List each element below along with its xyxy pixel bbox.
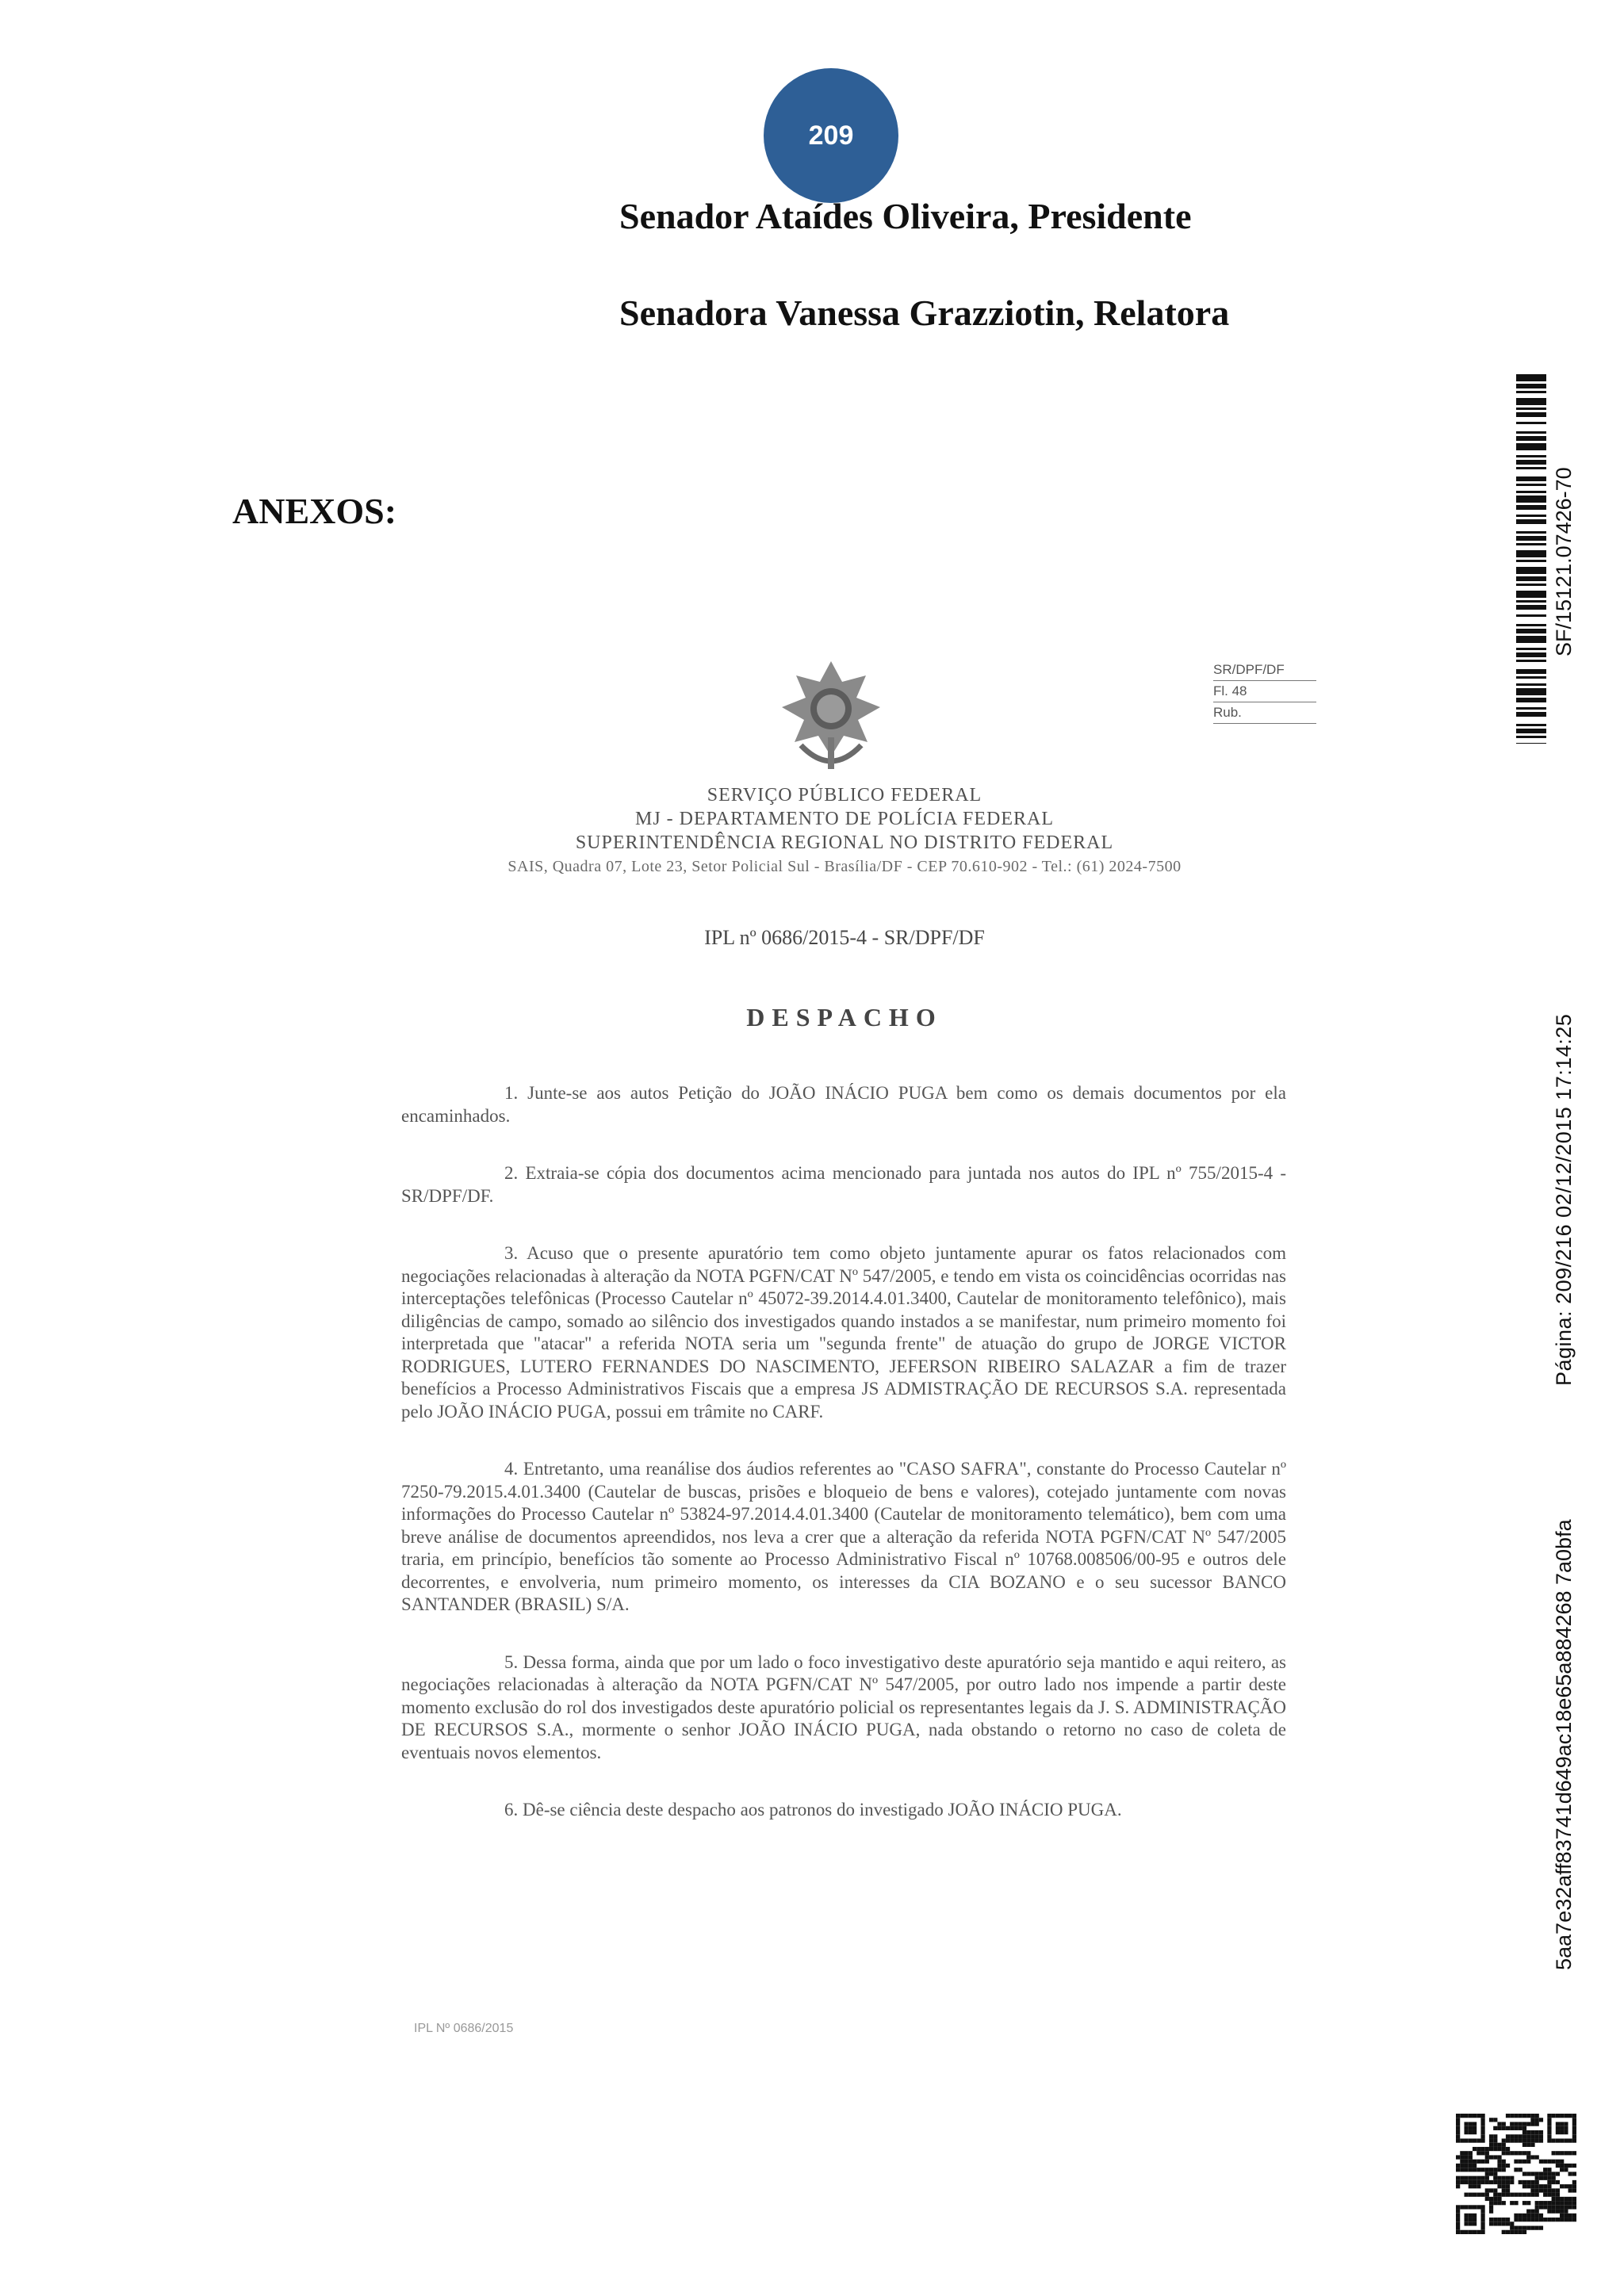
- stamp-unit: SR/DPF/DF: [1213, 660, 1316, 681]
- letterhead-line-3: SUPERINTENDÊNCIA REGIONAL NO DISTRITO FEDERAL: [575, 832, 1114, 853]
- stamp-folio: Fl. 48: [1213, 681, 1316, 702]
- letterhead: [381, 783, 1308, 878]
- document-hash: 5aa7e32aff83741d649ac18e65a884268 7a0bfa: [1552, 1519, 1576, 1970]
- letterhead-line-1: SERVIÇO PÚBLICO FEDERAL: [707, 785, 982, 806]
- protocol-stamp: [1213, 660, 1316, 724]
- paragraph-2: 2. Extraia-se cópia dos documentos acima mencionado para juntada nos autos do IPL nº 755/2015-4 - SR/DPF/DF.: [401, 1163, 1286, 1206]
- paragraph-4: 4. Entretanto, uma reanálise dos áudios referentes ao "CASO SAFRA", constante do Processo Cautelar nº 7250-79.2015.4.01.3400 (Cautelar de buscas, prisões e bloqueio de bens e valores), cotejado juntamente com novas informações do Processo Cautelar nº 53824-97.2014.4.01.3400 (Cautelar de monitoramento telemático), bem com uma breve análise de documentos apreendidos, nos leva a crer que a alteração da referida NOTA PGFN/CAT Nº 547/2005 traria, em princípio, benefícios tão somente ao Processo Administrativo Fiscal nº 10768.008506/00-95 e outros dele decorrentes, e envolveria, num primeiro momento, os interesses da CIA BOZANO e o seu sucessor BANCO SANTANDER (BRASIL) S/A.: [401, 1459, 1286, 1614]
- page-number-badge: 209: [764, 68, 898, 203]
- brazil-coat-of-arms-icon: [777, 658, 885, 777]
- letterhead-address: SAIS, Quadra 07, Lote 23, Setor Policial Sul - Brasília/DF - CEP 70.610-902 - Tel.: (61) 2024-7500: [508, 858, 1182, 875]
- document-body: [401, 1082, 1286, 1857]
- letterhead-line-2: MJ - DEPARTAMENTO DE POLÍCIA FEDERAL: [635, 809, 1054, 829]
- annexes-heading: ANEXOS:: [232, 491, 397, 531]
- footer-reference: IPL Nº 0686/2015: [414, 2022, 514, 2035]
- inquiry-number: IPL nº 0686/2015-4 - SR/DPF/DF: [704, 926, 985, 949]
- signature-rapporteur: Senadora Vanessa Grazziotin, Relatora: [619, 293, 1230, 333]
- paragraph-1: 1. Junte-se aos autos Petição do JOÃO INÁCIO PUGA bem como os demais documentos por ela encaminhados.: [401, 1083, 1286, 1126]
- page-info: Página: 209/216 02/12/2015 17:14:25: [1552, 1013, 1576, 1386]
- paragraph-6: 6. Dê-se ciência deste despacho aos patronos do investigado JOÃO INÁCIO PUGA.: [504, 1800, 1122, 1820]
- document-title: DESPACHO: [746, 1003, 943, 1031]
- barcode: [1516, 374, 1546, 744]
- paragraph-3: 3. Acuso que o presente apuratório tem como objeto juntamente apurar os fatos relacionados com negociações relacionadas à alteração da NOTA PGFN/CAT Nº 547/2005, e tendo em vista os coincidências ocorridas nas interceptações telefônicas (Processo Cautelar nº 45072-39.2014.4.01.3400, Cautelar de monitoramento telefônico), mais diligências de campo, somado ao silêncio dos investigados quando instados a se manifestar, num primeiro momento foi interpretada que "atacar" a referida NOTA seria um "segunda frente" de atuação do grupo de JORGE VICTOR RODRIGUES, LUTERO FERNANDES DO NASCIMENTO, JEFERSON RIBEIRO SALAZAR a fim de trazer benefícios a Processo Administrativos Fiscais que a empresa JS ADMISTRAÇÃO DE RECURSOS S.A. representada pelo JOÃO INÁCIO PUGA, possui em trâmite no CARF.: [401, 1243, 1286, 1422]
- qr-code: [1456, 2114, 1576, 2234]
- paragraph-5: 5. Dessa forma, ainda que por um lado o foco investigativo deste apuratório seja mantido e aqui reitero, as negociações relacionadas à alteração da NOTA PGFN/CAT Nº 547/2005, por outro lado nos impende a partir deste momento exclusão do rol dos investigados deste apuratório policial os representantes legais da J. S. ADMINISTRAÇÃO DE RECURSOS S.A., mormente o senhor JOÃO INÁCIO PUGA, nada obstando o retorno no caso de coleta de eventuais novos elementos.: [401, 1651, 1286, 1762]
- stamp-initials: Rub.: [1213, 702, 1316, 724]
- scanned-document: [381, 650, 1308, 2061]
- document-id: SF/15121.07426-70: [1552, 467, 1576, 656]
- signature-president: Senador Ataídes Oliveira, Presidente: [619, 196, 1192, 236]
